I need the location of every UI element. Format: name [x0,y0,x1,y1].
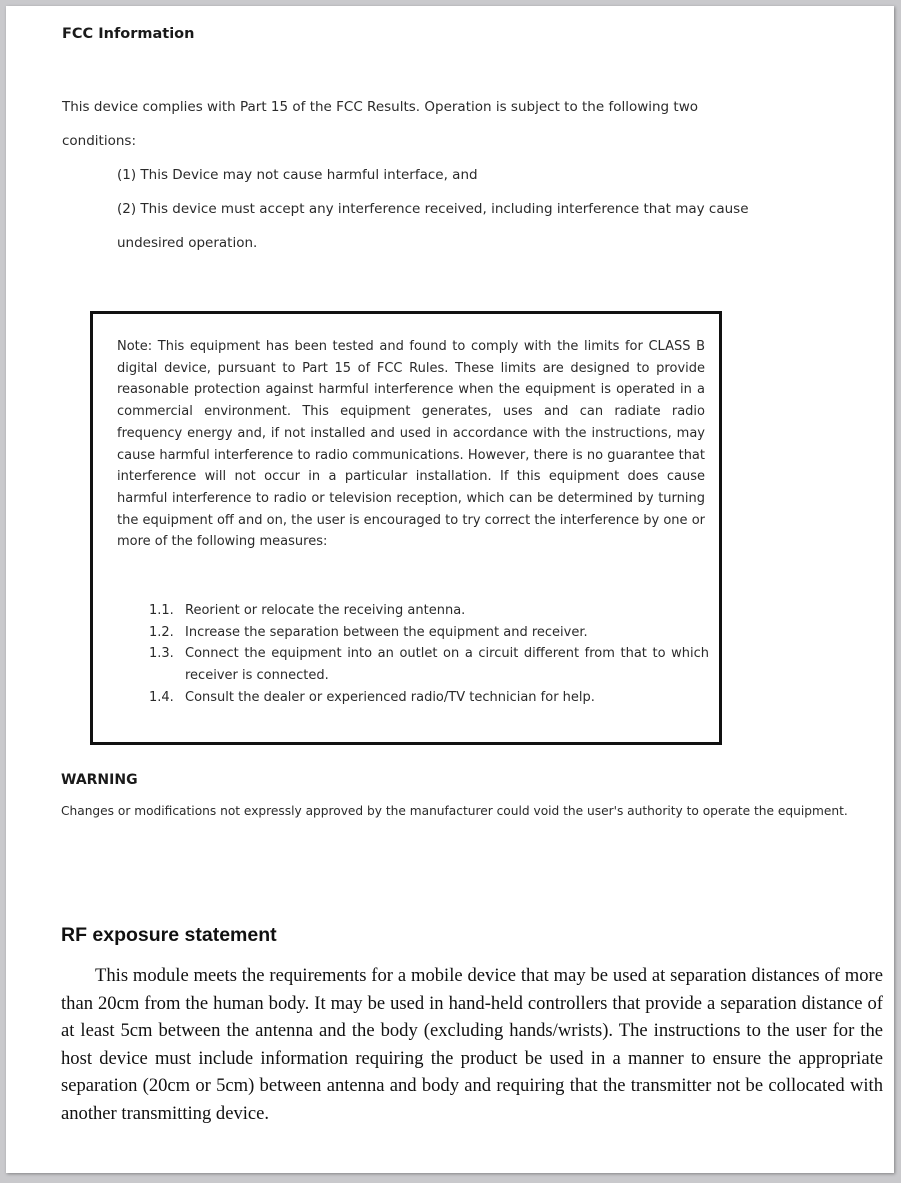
measure-text: Consult the dealer or experienced radio/TV technician for help. [185,689,595,705]
measure-number: 1.2. [149,624,174,640]
measure-text: Connect the equipment into an outlet on a circuit different from that to which receiver is connected. [185,646,709,684]
measure-number: 1.1. [149,603,174,618]
fcc-information-heading: FCC Information [62,26,195,42]
fcc-intro-paragraph: This device complies with Part 15 of the FCC Results. Operation is subject to the following two conditions: [62,99,699,149]
fcc-condition-1: (1) This Device may not cause harmful interface, and [117,167,478,183]
measure-number: 1.3. [149,646,174,662]
measure-item [149,687,709,709]
class-b-note-text: Note: This equipment has been tested and found to comply with the limits for CLASS B digital device, pursuant to Part 15 of FCC Rules. These limits are designed to provide reasonable protection against harmful interference when the equipment is operated in a commercial environment. This equipment generates, uses and can radiate radio frequency energy and, if not installed and used in accordance with the instructions, may cause harmful interference to radio communications. However, there is no guarantee that interference will not occur in a particular installation. If this equipment does cause harmful interference to radio or television reception, which can be determined by turning the equipment off and on, the user is encouraged to try correct the interference by one or more of the following measures: [117,339,705,550]
measure-item [149,600,709,622]
warning-text: Changes or modifications not expressly approved by the manufacturer could void the user's authority to operate the equipment. [61,804,848,818]
document-page [6,6,894,1173]
measure-text: Increase the separation between the equipment and receiver. [185,624,588,640]
rf-exposure-paragraph: This module meets the requirements for a mobile device that may be used at separation distances of more than 20cm from the human body. It may be used in hand-held controllers that provide a separation distance of at least 5cm between the antenna and the body (excluding hands/wrists). The instructions to the user for the host device must include information requiring the product be used in a manner to ensure the appropriate separation (20cm or 5cm) between antenna and body and requiring that the transmitter not be collocated with another transmitting device. [61,965,883,1124]
class-b-note-box [90,311,722,745]
rf-exposure-heading: RF exposure statement [61,924,277,946]
fcc-condition-2: (2) This device must accept any interference received, including interference that may cause undesired operation. [117,201,749,251]
measure-text: Reorient or relocate the receiving antenna. [185,603,466,618]
measure-item [149,643,709,686]
measure-item [149,622,709,644]
measure-number: 1.4. [149,689,174,705]
warning-heading: WARNING [61,772,138,788]
fcc-conditions-list [117,158,767,260]
measures-list [149,600,709,709]
